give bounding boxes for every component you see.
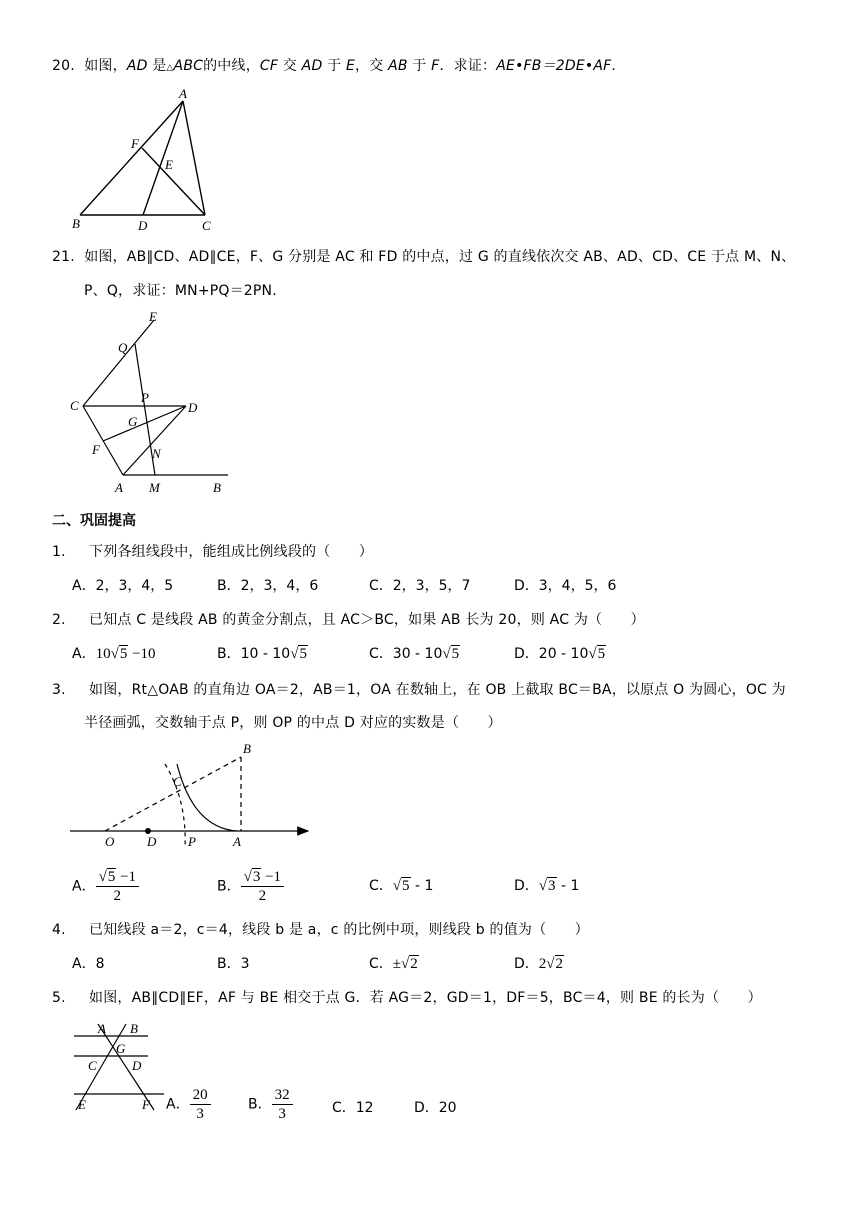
q2-option-a-label: A． <box>72 646 96 662</box>
q20-t5: ，交 <box>355 58 389 74</box>
q2-number: 2. <box>52 612 66 628</box>
q20-line-ad <box>143 101 183 215</box>
q20-equation: AE•FB＝2DE•AF <box>496 58 612 74</box>
q2-option-a-post: −10 <box>128 646 156 662</box>
q5-label-e: E <box>78 1097 86 1112</box>
q3-option-d[interactable]: D．√3 - 1 <box>514 878 580 894</box>
q3-option-b[interactable]: B． $\frac{√3 -1}{2}$ <box>217 868 284 905</box>
q3-option-a-radicand: 5 <box>107 869 116 885</box>
q5-label-c: C <box>88 1058 97 1073</box>
q4-text <box>52 920 589 940</box>
q21-label-b: B <box>213 480 221 495</box>
q3-label-o: O <box>105 834 115 849</box>
q20-ad2: AD <box>301 58 323 74</box>
q5-option-b-den: 3 <box>278 1106 286 1122</box>
q1-number: 1. <box>52 544 66 560</box>
q3-option-b-label: B． <box>217 878 241 895</box>
q2-option-d-label: D． <box>514 646 539 662</box>
q21-line1 <box>52 247 795 267</box>
q21-label-n: N <box>152 446 161 461</box>
q3-line1 <box>52 680 786 700</box>
q3-line-ob <box>105 757 241 831</box>
q2-option-b-pre: 10 - 10 <box>240 646 291 662</box>
q1-option-a[interactable]: A．2，3，4，5 <box>72 578 174 594</box>
q5-option-c[interactable]: C．12 <box>332 1100 374 1116</box>
q5-label-d: D <box>132 1058 142 1073</box>
q3-text-1: 如图，Rt△OAB 的直角边 OA＝2，AB＝1，OA 在数轴上，在 OB 上截取 BC＝BA，以原点 O 为圆心，OC 为 <box>89 682 786 698</box>
q4-number: 4. <box>52 922 66 938</box>
q5-option-b[interactable] <box>248 1086 293 1123</box>
section-heading: 二、巩固提高 <box>52 513 136 529</box>
q21-label-q: Q <box>118 340 128 355</box>
q20-text <box>52 56 616 78</box>
q21-text-1: 如图，AB∥CD、AD∥CE，F、G 分别是 AC 和 FD 的中点，过 G 的直线依次交 AB、AD、CD、CE 于点 M、N、 <box>84 249 796 265</box>
q5-figure <box>68 1016 170 1116</box>
q3-arc-bc <box>177 764 237 831</box>
q3-label-d: D <box>147 834 157 849</box>
q2-option-c-label: C． <box>369 646 393 662</box>
q3-label-b: B <box>243 741 251 756</box>
q4-question: 已知线段 a＝2，c＝4，线段 b 是 a，c 的比例中项，则线段 b 的值为（ ） <box>89 922 589 938</box>
q3-number: 3. <box>52 682 66 698</box>
q3-option-c-post: - 1 <box>410 878 434 894</box>
q3-option-b-radicand: 3 <box>252 869 261 885</box>
q21-label-m: M <box>149 480 160 495</box>
q5-label-f: F <box>142 1097 150 1112</box>
q4-option-c[interactable]: C．±√2 <box>369 956 418 972</box>
q20-label-d: D <box>138 218 148 233</box>
q21-label-c: C <box>70 398 79 413</box>
q5-options <box>166 1086 566 1130</box>
q2-option-d[interactable]: D．20 - 10√5 <box>514 646 606 662</box>
q20-abc: ABC <box>173 58 204 74</box>
q2-option-a[interactable]: A．10√5 −10 <box>72 646 156 662</box>
q3-option-b-den: 2 <box>258 888 267 904</box>
q4-option-c-radicand: 2 <box>410 956 418 972</box>
q3-label-p: P <box>188 834 196 849</box>
q2-option-c-pre: 30 - 10 <box>392 646 443 662</box>
q4-option-c-label: C． <box>369 956 393 972</box>
q1-option-c[interactable]: C．2，3，5，7 <box>369 578 471 594</box>
q5-label-a: A <box>98 1021 106 1036</box>
q1-text <box>52 542 373 562</box>
q5-option-d[interactable]: D．20 <box>414 1100 457 1116</box>
q4-option-b[interactable]: B．3 <box>217 956 250 972</box>
q20-ab: AB <box>388 58 408 74</box>
q5-text <box>52 988 762 1008</box>
q20-t4: 于 <box>322 58 346 74</box>
q21-line-fd <box>103 406 186 441</box>
q3-option-a-den: 2 <box>113 888 122 904</box>
q20-label-b: B <box>72 216 80 231</box>
q3-option-d-label: D． <box>514 878 539 894</box>
q2-option-a-coef: 10 <box>95 646 111 662</box>
q2-option-a-radicand: 5 <box>119 646 128 662</box>
q21-label-f: F <box>92 442 100 457</box>
q4-option-d[interactable]: D．2√2 <box>514 956 564 972</box>
q4-option-a[interactable]: A．8 <box>72 956 105 972</box>
q4-options <box>72 954 772 978</box>
q4-option-d-label: D． <box>514 956 539 972</box>
q5-option-a-den: 3 <box>196 1106 204 1122</box>
q20-line-cf <box>142 148 205 215</box>
q20-t1: 是 <box>147 58 167 74</box>
q20-number: 20. <box>52 58 75 74</box>
q20-tri: △ <box>166 63 174 73</box>
q3-option-d-radicand: 3 <box>548 878 556 894</box>
q3-option-d-post: - 1 <box>556 878 580 894</box>
q20-line-ac <box>183 101 205 215</box>
q5-option-b-num: 32 <box>272 1086 293 1105</box>
q5-option-b-label: B． <box>248 1096 272 1113</box>
q5-label-g: G <box>116 1041 126 1056</box>
q21-line2 <box>84 281 277 301</box>
q21-text-2: P、Q，求证：MN+PQ＝2PN. <box>84 283 277 299</box>
q20-t7: ．求证： <box>439 58 497 74</box>
q3-option-c[interactable]: C．√5 - 1 <box>369 878 434 894</box>
q4-option-d-radicand: 2 <box>555 956 564 972</box>
q4-option-c-pre: ± <box>392 956 402 972</box>
q20-t3: 交 <box>278 58 302 74</box>
q5-option-a-label: A． <box>166 1096 190 1113</box>
q5-option-a[interactable] <box>166 1086 211 1123</box>
q20-label-c: C <box>202 218 211 233</box>
q3-option-c-label: C． <box>369 878 393 894</box>
q2-option-d-pre: 20 - 10 <box>538 646 589 662</box>
q3-option-a-label: A． <box>72 878 96 895</box>
q3-label-c: C <box>173 774 182 789</box>
q20-f: F <box>431 58 440 74</box>
q20-ad: AD <box>126 58 148 74</box>
q20-cf: CF <box>259 58 279 74</box>
q2-options <box>72 644 772 668</box>
q2-option-d-radicand: 5 <box>597 646 606 662</box>
q3-figure <box>65 740 325 855</box>
q4-option-d-pre: 2 <box>538 956 547 972</box>
q20-figure <box>60 85 230 235</box>
q20-e: E <box>345 58 355 74</box>
q20-label-a: A <box>179 86 187 101</box>
q2-option-b-label: B． <box>217 646 241 662</box>
q3-option-a[interactable]: A． $\frac{√5 -1}{2}$ <box>72 868 139 905</box>
q3-option-a-post: −1 <box>116 869 137 885</box>
q1-options <box>72 576 772 596</box>
q2-option-b-radicand: 5 <box>299 646 307 662</box>
q20-t6: 于 <box>407 58 432 74</box>
q3-option-c-radicand: 5 <box>402 878 410 894</box>
q1-option-b[interactable]: B．2，3，4，6 <box>217 578 319 594</box>
q21-label-p: P <box>141 390 149 405</box>
q20-label-f: F <box>131 136 139 151</box>
q2-option-c[interactable]: C．30 - 10√5 <box>369 646 460 662</box>
q2-question: 已知点 C 是线段 AB 的黄金分割点，且 AC＞BC，如果 AB 长为 20，则 AC 为（ ） <box>89 612 645 628</box>
q1-option-d[interactable]: D．3，4，5，6 <box>514 578 617 594</box>
q1-question: 下列各组线段中，能组成比例线段的（ ） <box>89 544 374 560</box>
q21-figure <box>60 308 240 498</box>
q20-t2: 的中线， <box>203 58 260 74</box>
q2-option-c-radicand: 5 <box>451 646 460 662</box>
q20-end: . <box>611 58 617 74</box>
q21-label-d: D <box>188 400 198 415</box>
q21-label-e: E <box>149 309 157 324</box>
q5-option-a-num: 20 <box>190 1086 211 1105</box>
q3-label-a: A <box>233 834 241 849</box>
q21-number: 21. <box>52 249 75 265</box>
q21-label-g: G <box>128 414 138 429</box>
q5-label-b: B <box>130 1021 138 1036</box>
q3-line2 <box>84 713 502 733</box>
q2-text <box>52 610 645 630</box>
q5-number: 5. <box>52 990 66 1006</box>
q3-text-2: 半径画弧，交数轴于点 P，则 OP 的中点 D 对应的实数是（ ） <box>84 715 502 731</box>
q3-options <box>72 862 772 906</box>
q5-question: 如图，AB∥CD∥EF，AF 与 BE 相交于点 G．若 AG＝2，GD＝1，DF＝5，BC＝4，则 BE 的长为（ ） <box>89 990 762 1006</box>
q2-option-b[interactable]: B．10 - 10√5 <box>217 646 307 662</box>
q3-option-b-post: −1 <box>261 869 282 885</box>
q21-label-a: A <box>115 480 123 495</box>
q20-label-e: E <box>165 157 173 172</box>
q20-pre: 如图， <box>84 58 127 74</box>
